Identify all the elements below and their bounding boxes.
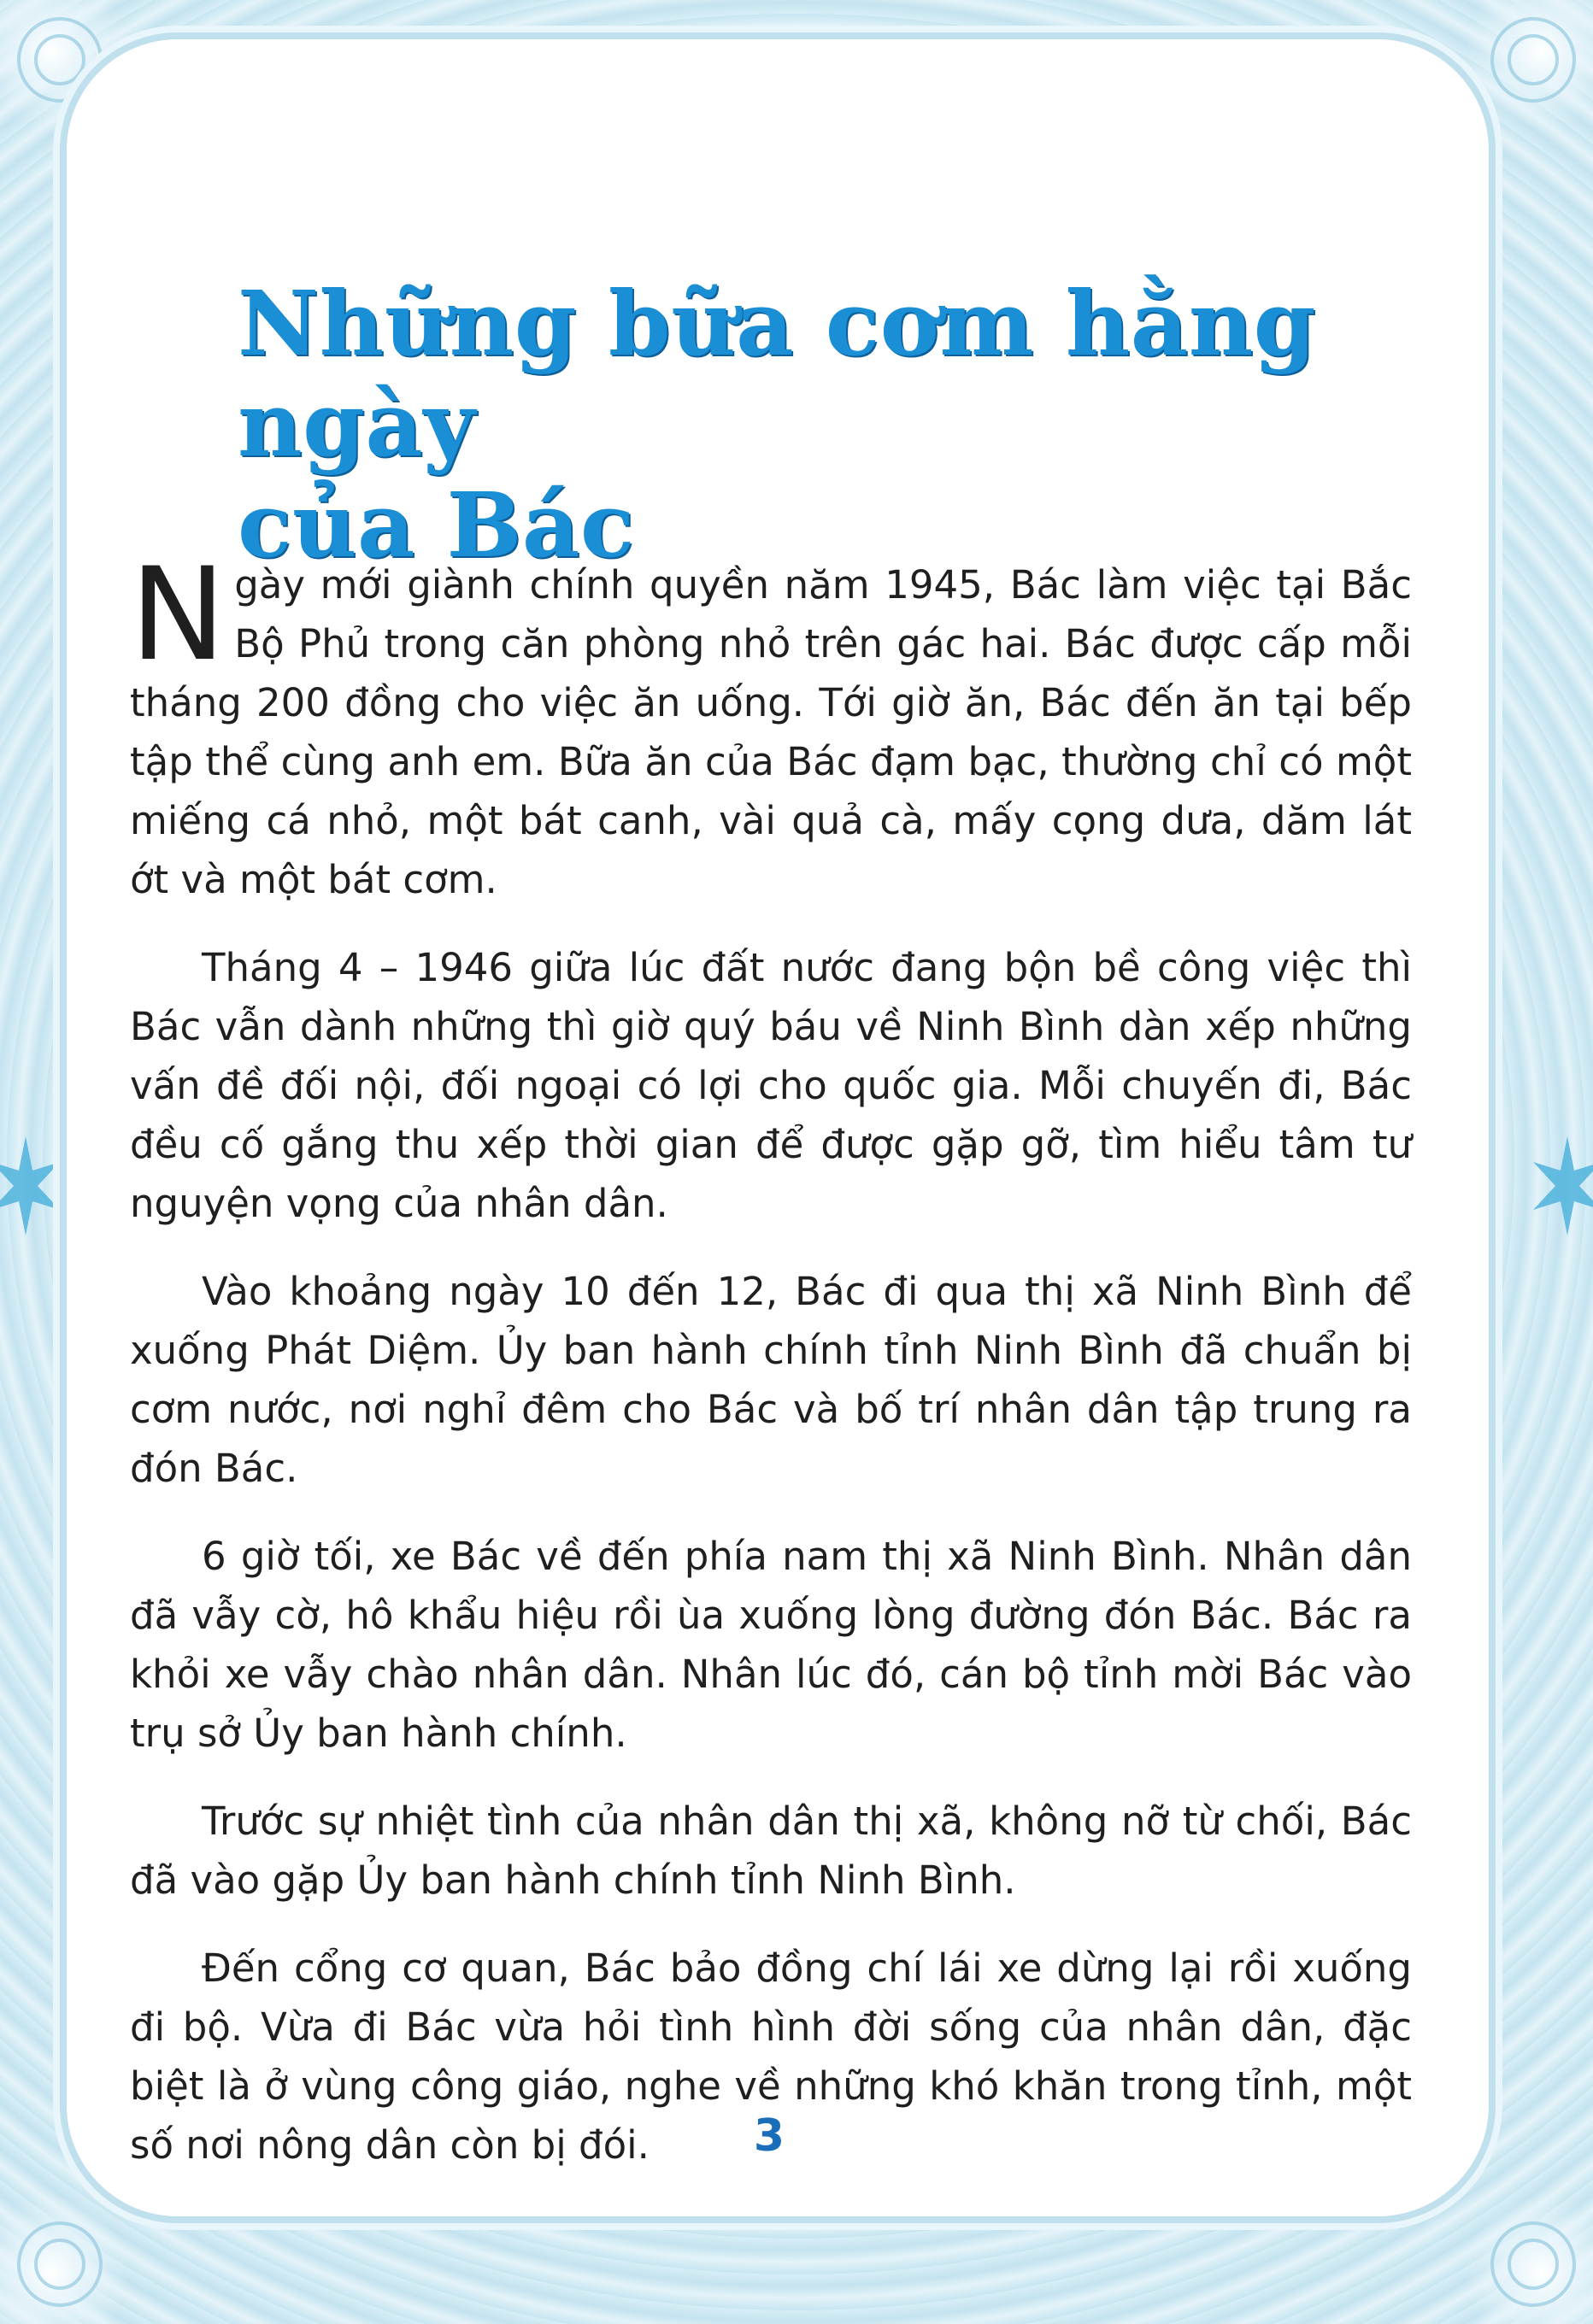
corner-ornament-icon [19,2223,101,2305]
page-number: 3 [753,2110,785,2162]
paragraph-5: Trước sự nhiệt tình của nhân dân thị xã, không nỡ từ chối, Bác đã vào gặp Ủy ban hành chính tỉnh Ninh Bình. [130,1799,1412,1903]
drop-cap: N [130,541,226,690]
article-body [130,541,1412,2204]
paragraph-4: 6 giờ tối, xe Bác về đến phía nam thị xã Ninh Bình. Nhân dân đã vẫy cờ, hô khẩu hiệu rồi ùa xuống lòng đường đón Bác. Bác ra khỏi xe vẫy chào nhân dân. Nhân lúc đó, cán bộ tỉnh mời Bác vào trụ sở Ủy ban hành chính. [130,1534,1412,1756]
paragraph-3: Vào khoảng ngày 10 đến 12, Bác đi qua thị xã Ninh Bình để xuống Phát Diệm. Ủy ban hành chính tỉnh Ninh Bình đã chuẩn bị cơm nước, nơi nghỉ đêm cho Bác và bố trí nhân dân tập trung ra đón Bác. [130,1269,1412,1491]
corner-ornament-icon [1492,19,1574,101]
title-line-2: của Bác [238,472,635,578]
paragraph-6: Đến cổng cơ quan, Bác bảo đồng chí lái xe dừng lại rồi xuống đi bộ. Vừa đi Bác vừa hỏi tình hình đời sống của nhân dân, đặc biệt là ở vùng công giáo, nghe về những khó khăn trong tỉnh, một số nơi nông dân còn bị đói. [130,1945,1412,2168]
paragraph-1-text: gày mới giành chính quyền năm 1945, Bác làm việc tại Bắc Bộ Phủ trong căn phòng nhỏ trên gác hai. Bác được cấp mỗi tháng 200 đồng cho việc ăn uống. Tới giờ ăn, Bác đến ăn tại bếp tập thể cùng anh em. Bữa ăn của Bác đạm bạc, thường chỉ có một miếng cá nhỏ, một bát canh, vài quả cà, mấy cọng dưa, dăm lát ớt và một bát cơm. [130,562,1412,902]
right-starburst-icon [1533,1136,1593,1235]
page-title [238,273,1349,576]
corner-ornament-icon [1492,2223,1574,2305]
title-line-1: Những bữa cơm hằng ngày [238,271,1317,477]
paragraph-1 [130,541,1412,909]
left-starburst-icon [0,1136,60,1235]
paragraph-2: Tháng 4 – 1946 giữa lúc đất nước đang bộn bề công việc thì Bác vẫn dành những thì giờ quý báu về Ninh Bình dàn xếp những vấn đề đối nội, đối ngoại có lợi cho quốc gia. Mỗi chuyến đi, Bác đều cố gắng thu xếp thời gian để được gặp gỡ, tìm hiểu tâm tư nguyện vọng của nhân dân. [130,945,1412,1226]
